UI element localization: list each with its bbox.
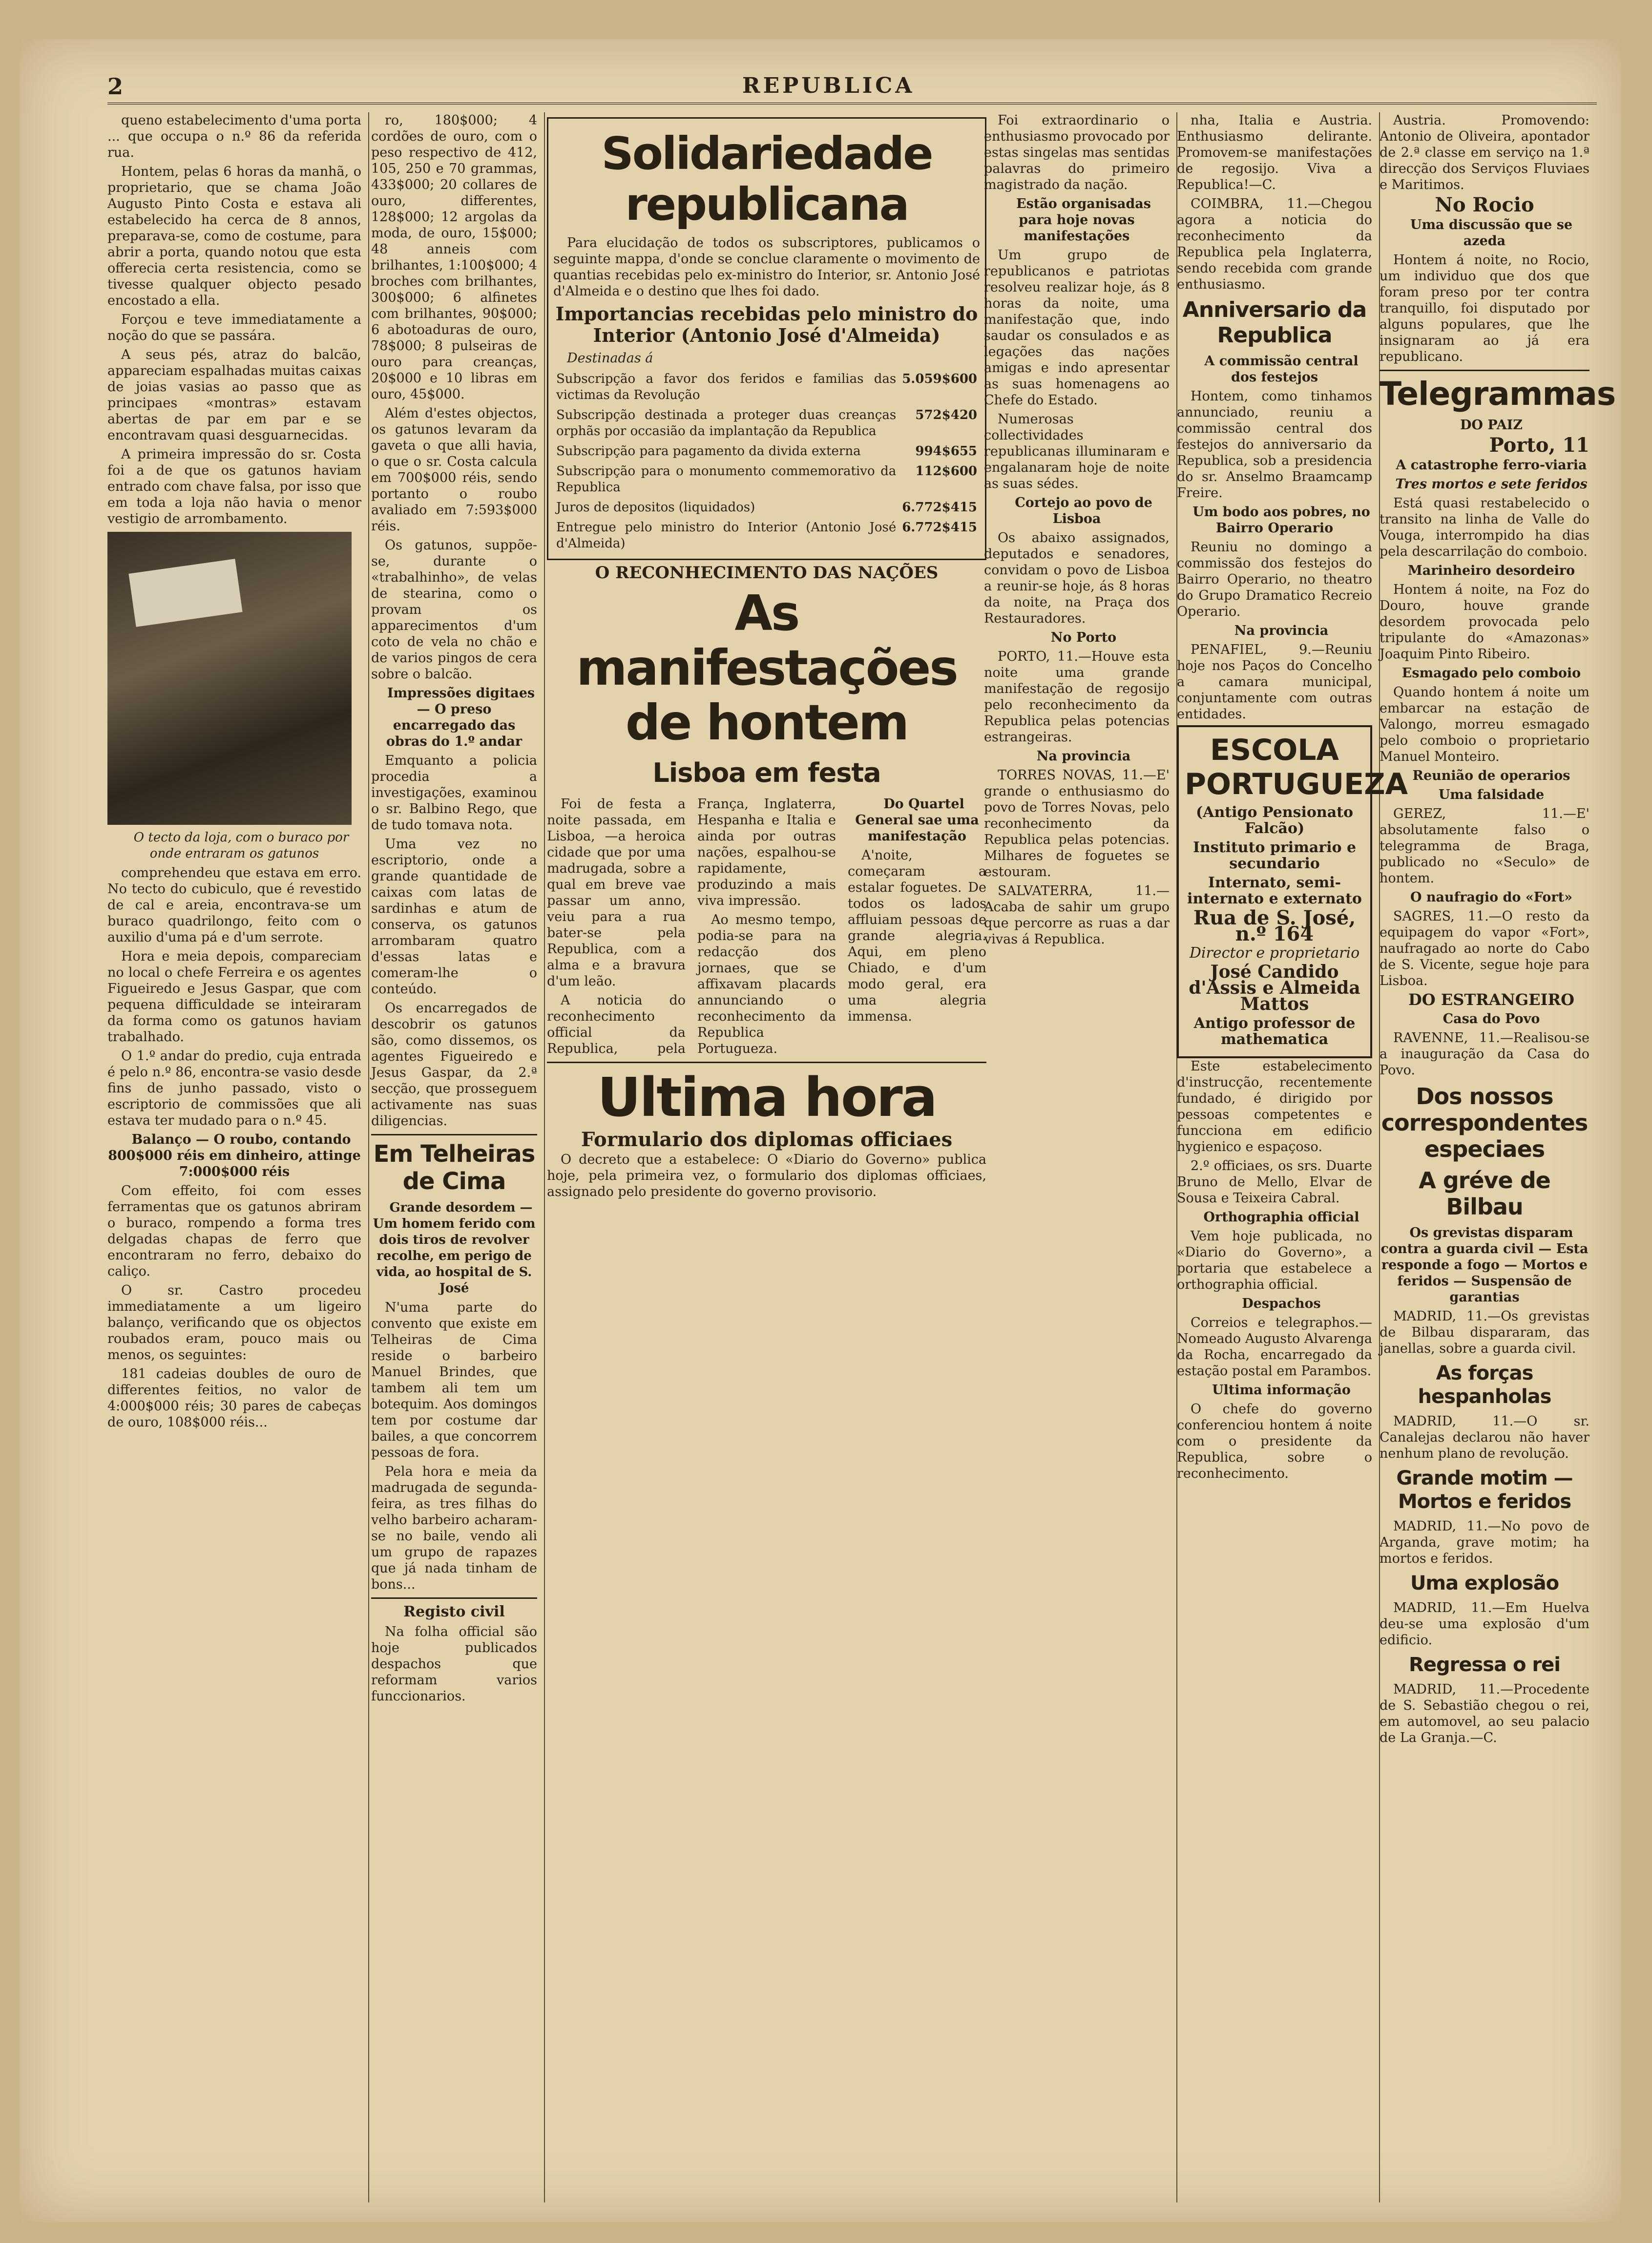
column-5 <box>984 112 1177 2202</box>
article-headline: Em Telheiras de Cima <box>373 1140 535 1195</box>
solidarity-box <box>547 117 986 560</box>
center-block <box>547 112 993 2202</box>
section-heading: Registo civil <box>403 1603 505 1620</box>
section-heading: Uma falsidade <box>1438 787 1545 802</box>
table-cell: Subscripção a favor dos feridos e familias das victimas da Revolução <box>556 372 897 402</box>
article-headline: Grande motim — Mortos e feridos <box>1396 1467 1573 1513</box>
paragraph: Hontem, como tinhamos annunciado, reuniu a commissão central dos festejos do anniversario da Republica, sob a presidencia do sr. Anselmo Braamcamp Freire. <box>1177 389 1372 501</box>
paragraph: Foi extraordinario o enthusiasmo provocado por estas singelas mas sentidas palavras do primeiro magistrado da nação. <box>984 113 1170 192</box>
paragraph: Os gatunos, suppõe-se, durante o «trabalhinho», de velas de stearina, como o provam os apparecimentos d'um coto de vela no chão e de varios pingos de cera sobre o balcão. <box>371 538 537 682</box>
section-heading: Um bodo aos pobres, no Bairro Operario <box>1192 504 1370 536</box>
paragraph: Numerosas collectividades republicanas illuminaram e engalanaram hoje de noite as suas sédes. <box>984 412 1170 491</box>
table-cell: Juros de depositos (liquidados) <box>556 500 755 515</box>
ad-line: Internato, semi-internato e externato <box>1187 874 1362 907</box>
table-cell: 112$600 <box>915 464 977 479</box>
paragraph: queno estabelecimento d'uma porta ... que occupa o n.º 86 da referida rua. <box>107 113 361 160</box>
table-row <box>553 461 980 498</box>
section-heading: No Rocio <box>1435 193 1534 216</box>
paragraph: comprehendeu que estava em erro. No tecto do cubiculo, que é revestido de cal e areia, encontrava-se um buraco quadrilongo, feito com o auxilio d'uma pá e d'um serrote. <box>107 865 361 945</box>
paragraph: nha, Italia e Austria. Enthusiasmo delirante. Promovem-se manifestações de regosijo. Viva a Republica!—C. <box>1177 113 1372 192</box>
masthead <box>107 73 1597 105</box>
table-cell: 5.059$600 <box>902 372 977 386</box>
article-headline: Anniversario da Republica <box>1182 297 1367 348</box>
ad-title: PORTUGUEZA <box>1185 767 1408 801</box>
paragraph: O sr. Castro procedeu immediatamente a um ligeiro balanço, verificando que os objectos roubados eram, pouco mais ou menos, os seguintes: <box>107 1283 361 1363</box>
paragraph: Além d'estes objectos, os gatunos levaram da gaveta o que alli havia, o que o sr. Costa calcula em 700$000 réis, sendo portanto o roubo avaliado em 7:593$000 réis. <box>371 406 537 534</box>
table-cell: 6.772$415 <box>902 500 977 515</box>
paragraph: Pela hora e meia da madrugada de segunda-feira, as tres filhas do velho barbeiro acharam-se no baile, vendo ali um grupo de rapazes que já nada tinham de bons... <box>371 1464 537 1592</box>
article-headline: As manifestações de hontem <box>576 585 957 751</box>
table-row <box>553 369 980 405</box>
newspaper-title: REPUBLICA <box>742 73 915 98</box>
table-cell: Entregue pelo ministro do Interior (Antonio José d'Almeida) <box>556 520 897 551</box>
article-headline: Telegrammas <box>1380 375 1616 413</box>
paragraph: Vem hoje publicada, no «Diario do Governo», a portaria que estabelece a orthographia official. <box>1177 1229 1372 1292</box>
paragraph: A noticia do reconhecimento official da Republica, pela França, Inglaterra, Hespanha e Italia e ainda por outras nações, espalhou-se rapidamente, produzindo a mais viva impressão. <box>547 797 836 1056</box>
paragraph: Quando hontem á noite um embarcar na estação de Valongo, morreu esmagado pelo comboio o proprietario Manuel Monteiro. <box>1380 685 1589 764</box>
divider <box>371 1597 537 1599</box>
paragraph: 2.º officiaes, os srs. Duarte Bruno de Mello, Elvar de Sousa e Teixeira Cabral. <box>1177 1158 1372 1206</box>
table-caption: Destinadas á <box>567 351 653 366</box>
paragraph: Para elucidação de todos os subscriptores, publicamos o seguinte mappa, d'onde se conclue claramente o movimento de quantias recebidas pelo ex-ministro do Interior, sr. Antonio José d'Almeida e o destino que lhes foi dado. <box>553 235 980 299</box>
section-heading: A commissão central dos festejos <box>1204 354 1359 385</box>
paragraph: 181 cadeias doubles de ouro de differentes feitios, no valor de 4:000$000 réis; 30 pares de cabeças de ouro, 108$000 réis... <box>107 1366 361 1430</box>
paragraph: Uma vez no escriptorio, onde a grande quantidade de caixas com latas de sardinhas e atum de conserva, os gatunos arrombaram quatro d'essas latas e comeram-lhe o conteúdo. <box>371 837 537 997</box>
paragraph: Emquanto a policia procedia a investigações, examinou o sr. Balbino Rego, que de tudo tomava nota. <box>371 753 537 833</box>
article-headline: Uma explosão <box>1410 1572 1559 1594</box>
ad-subtitle: (Antigo Pensionato Falcão) <box>1195 804 1354 837</box>
table-cell: 572$420 <box>915 408 977 422</box>
paragraph: O decreto que a estabelece: O «Diario do Governo» publica hoje, pela primeira vez, o formulario dos diplomas officiaes, assignado pelo presidente do governo provisorio. <box>547 1152 986 1199</box>
article-headline: Regressa o rei <box>1409 1654 1560 1676</box>
paragraph: SAGRES, 11.—O resto da equipagem do vapor «Fort», naufragado ao norte do Cabo de S. Vicente, segue hoje para Lisboa. <box>1380 909 1589 988</box>
table-cell: Subscripção para o monumento commemorativo da Republica <box>556 464 897 495</box>
column-6 <box>1177 112 1408 2202</box>
table-title: Importancias recebidas pelo ministro do Interior (Antonio José d'Almeida) <box>555 303 978 346</box>
paragraph: MADRID, 11.—O sr. Canalejas declarou não haver nenhum plano de revolução. <box>1380 1414 1589 1461</box>
section-heading: Cortejo ao povo de Lisboa <box>1015 495 1152 526</box>
column-7 <box>1380 112 1616 2202</box>
paragraph: Correios e telegraphos.—Nomeado Augusto Alvarenga da Rocha, encarregado da estação postal em Parambos. <box>1177 1315 1372 1379</box>
paragraph: COIMBRA, 11.—Chegou agora a noticia do reconhecimento da Republica pela Inglaterra, sendo recebida com grande enthusiasmo. <box>1177 196 1372 292</box>
divider <box>547 1062 986 1063</box>
article-headline: Solidariedade republicana <box>601 127 932 231</box>
paragraph: MADRID, 11.—Em Huelva deu-se uma explosão d'um edificio. <box>1380 1600 1589 1648</box>
table-cell: Subscripção para pagamento da divida externa <box>556 444 861 459</box>
paragraph: Este estabelecimento d'instrucção, recentemente fundado, é dirigido por pessoas competentes e funcciona em edificio hygienico e espaçoso. <box>1177 1059 1372 1154</box>
paragraph: PORTO, 11.—Houve esta noite uma grande manifestação de regosijo pelo reconhecimento da Republica pelas potencias estrangeiras. <box>984 649 1170 745</box>
article-subheadline: Grande desordem — Um homem ferido com dois tiros de revolver recolhe, em perigo de vida, ao hospital de S. José <box>373 1200 536 1296</box>
ad-director-name: José Candido d'Assis e Almeida Mattos <box>1189 962 1360 1014</box>
paragraph: PENAFIEL, 9.—Reuniu hoje nos Paços do Concelho a camara municipal, conjuntamente com outras entidades. <box>1177 642 1372 722</box>
section-heading: Na provincia <box>1234 623 1329 638</box>
table-row <box>553 498 980 518</box>
paragraph: A seus pés, atraz do balcão, appareciam espalhadas muitas caixas de joias vasias ao passo que as principaes «montras» estavam abertas de par em par e se encontravam quasi desguarnecidas. <box>107 347 361 443</box>
paragraph: MADRID, 11.—No povo de Arganda, grave motim; ha mortos e feridos. <box>1380 1519 1589 1566</box>
section-heading: O naufragio do «Fort» <box>1410 890 1572 905</box>
section-subheading: Os grevistas disparam contra a guarda civil — Esta responde a fogo — Mortos e feridos — Suspensão de garantias <box>1380 1225 1589 1305</box>
section-heading: Orthographia official <box>1203 1210 1359 1225</box>
paragraph: Ao mesmo tempo, podia-se para na redacção dos jornaes, que se affixavam placards annunciando o reconhecimento da Republica Portugueza. <box>697 912 836 1056</box>
section-heading: No Porto <box>1050 630 1117 645</box>
article-subheadline: Lisboa em festa <box>652 757 881 788</box>
section-heading: Reunião de operarios <box>1412 768 1570 783</box>
section-subheading: Uma discussão que se azeda <box>1410 217 1573 249</box>
section-subheading: A catastrophe ferro-viaria <box>1396 458 1587 473</box>
paragraph: Austria. Promovendo: Antonio de Oliveira, apontador de 2.ª classe em serviço na 1.ª direcção dos Serviços Fluviaes e Maritimos. <box>1380 113 1589 192</box>
paragraph: GEREZ, 11.—E' absolutamente falso o telegramma de Braga, publicado no «Seculo» de hontem. <box>1380 806 1589 886</box>
photo-caption: O tecto da loja, com o buraco por onde entraram os gatunos <box>133 830 349 861</box>
paragraph: MADRID, 11.—Os grevistas de Bilbau dispararam, das janellas, sobre a guarda civil. <box>1380 1309 1589 1356</box>
paragraph: Os abaixo assignados, deputados e senadores, convidam o povo de Lisboa a reunir-se hoje, ás 8 horas da noite, na Praça dos Restauradores. <box>984 530 1170 626</box>
ad-address: Rua de S. José, n.º 164 <box>1193 906 1356 945</box>
section-heading: Balanço — O roubo, contando 800$000 réis em dinheiro, attinge 7:000$000 réis <box>108 1132 361 1179</box>
section-heading: Marinheiro desordeiro <box>1407 563 1575 578</box>
section-subheading: Casa do Povo <box>1443 1011 1540 1027</box>
paragraph: Forçou e teve immediatamente a noção do que se passára. <box>107 312 361 343</box>
paragraph: Os encarregados de descobrir os gatunos são, como dissemos, os agentes Figueiredo e Jesus Gaspar, da 2.ª secção, que prosseguem activamente nas suas diligencias. <box>371 1001 537 1129</box>
article-subheadline: Formulario dos diplomas officiaes <box>581 1128 953 1151</box>
paragraph: Com effeito, foi com esses ferramentas que os gatunos abriram o buraco, rompendo a forma tres delgadas chapas de ferro que encontraram no ferro, debaixo do caliço. <box>107 1183 361 1279</box>
section-heading: DO ESTRANGEIRO <box>1408 990 1574 1009</box>
paragraph: TORRES NOVAS, 11.—E' grande o enthusiasmo do povo de Torres Novas, pelo reconhecimento da Republica pelas potencias. Milhares de foguetes se estouram. <box>984 768 1170 880</box>
section-heading: Esmagado pelo comboio <box>1401 666 1581 681</box>
ad-line: Instituto primario e secundario <box>1192 839 1357 872</box>
paragraph: Hora e meia depois, compareciam no local o chefe Ferreira e os agentes Figueiredo e Jesus Gaspar, que com pequena difficuldade se inteiraram da forma como os gatunos haviam trabalhado. <box>107 949 361 1045</box>
paragraph: Um grupo de republicanos e patriotas resolveu realizar hoje, ás 8 horas da noite, uma manifestação que, indo saudar os consulados e as legações das nações amigas e indo apresentar as suas homenagens ao Chefe do Estado. <box>984 248 1170 408</box>
paragraph: A primeira impressão do sr. Costa foi a de que os gatunos haviam entrado com chave falsa, por isso que em toda a loja não havia o menor vestigio de arrombamento. <box>107 447 361 526</box>
table-row <box>553 518 980 554</box>
ad-line: Director e proprietario <box>1189 944 1360 962</box>
paragraph: Reuniu no domingo a commissão dos festejos do Bairro Operario, no theatro do Grupo Dramatico Recreio Operario. <box>1177 540 1372 619</box>
section-heading: Despachos <box>1242 1296 1321 1311</box>
column-2 <box>371 112 545 2202</box>
paragraph: SALVATERRA, 11.—Acaba de sahir um grupo que percorre as ruas a dar vivas á Republica. <box>984 883 1170 947</box>
section-kicker: O RECONHECIMENTO DAS NAÇÕES <box>595 563 939 583</box>
paragraph: Hontem á noite, no Rocio, um individuo que dos que foram preso por ter contra tranquillo, foi disputado por alguns populares, que lhe insignaram ao já era republicano. <box>1380 252 1589 364</box>
school-advertisement <box>1177 725 1408 1058</box>
section-heading: Do Quartel General sae uma manifestação <box>855 797 979 844</box>
ad-title: ESCOLA <box>1210 733 1339 767</box>
table-row <box>553 441 980 461</box>
paragraph: Foi de festa a noite passada, em Lisboa, —a heroica cidade que por uma madrugada, sobre a qual em breve vae passar um anno, veiu para a rua bater-se pela Republica, com a alma e a bravura d'um leão. <box>547 797 686 989</box>
ceiling-hole-photo <box>107 532 352 825</box>
article-headline: A gréve de Bilbau <box>1419 1167 1550 1220</box>
section-heading: Estão organisadas para hoje novas manifestações <box>1016 196 1151 244</box>
paragraph: N'uma parte do convento que existe em Telheiras de Cima reside o barbeiro Manuel Brindes, que tambem ali tem um botequim. Aos domingos tem por costume dar bailes, a que concorrem pessoas de fora. <box>371 1300 537 1460</box>
paragraph: Está quasi restabelecido o transito na linha de Valle do Vouga, interrompido ha dias pela descarrilação do comboio. <box>1380 496 1589 559</box>
newspaper-page <box>20 39 1621 2222</box>
paragraph: Na folha official são hoje publicados despachos que reformam varios funccionarios. <box>371 1624 537 1704</box>
paragraph: Hontem á noite, na Foz do Douro, houve grande desordem provocada pelo tripulante do «Amazonas» Joaquim Pinto Ribeiro. <box>1380 582 1589 662</box>
table-cell: 994$655 <box>915 444 977 459</box>
section-heading: Na provincia <box>1036 749 1131 764</box>
paragraph: A'noite, começaram a estalar foguetes. De todos os lados affluiam pessoas de grande alegria. Aqui, em pleno Chiado, e d'um modo geral, era uma alegria immensa. <box>848 848 986 1024</box>
article-headline: Dos nossos correspondentes especiaes <box>1381 1083 1588 1162</box>
article-headline: Ultima hora <box>597 1066 936 1129</box>
ceiling-hole-mark <box>128 559 242 627</box>
receipts-table <box>553 369 980 554</box>
section-heading: Ultima informação <box>1212 1383 1351 1398</box>
article-body <box>547 796 986 1057</box>
divider <box>1380 370 1589 371</box>
page-number: 2 <box>107 73 124 100</box>
table-cell: Subscripção destinada a proteger duas creanças orphãs por occasião da implantação da Republica <box>556 408 897 439</box>
section-heading: Impressões digitaes — O preso encarregado das obras do 1.º andar <box>386 686 535 749</box>
ad-line: Antigo professor de mathematica <box>1193 1015 1356 1048</box>
paragraph: O 1.º andar do predio, cuja entrada é pelo n.º 86, encontra-se vasio desde fins de junho passado, visto o escriptorio de commissões que ali estava ter mudado para o n.º 45. <box>107 1048 361 1128</box>
column-1 <box>107 112 369 2202</box>
section-subheading: Tres mortos e sete feridos <box>1395 477 1588 492</box>
paragraph: RAVENNE, 11.—Realisou-se a inauguração da Casa do Povo. <box>1380 1030 1589 1078</box>
section-heading: Porto, 11 <box>1489 434 1589 457</box>
paragraph: Hontem, pelas 6 horas da manhã, o proprietario, que se chama João Augusto Pinto Costa e estava ali estabelecido ha cerca de 8 annos, preparava-se, como de costume, para abrir a porta, quando notou que esta offerecia certa resistencia, como se tivesse qualquer objecto pesado encostado a ella. <box>107 164 361 308</box>
divider <box>371 1134 537 1135</box>
table-cell: 6.772$415 <box>902 520 977 535</box>
article-headline: As forças hespanholas <box>1418 1362 1551 1408</box>
paragraph: MADRID, 11.—Procedente de S. Sebastião chegou o rei, em automovel, ao seu palacio de La Granja.—C. <box>1380 1682 1589 1745</box>
section-subheading: DO PAIZ <box>1460 418 1523 433</box>
table-row <box>553 405 980 441</box>
paragraph: ro, 180$000; 4 cordões de ouro, com o peso respectivo de 412, 105, 250 e 70 grammas, 433$000; 20 collares de ouro, differentes, 128$000; 12 argolas da moda, de ouro, 15$000; 48 anneis com brilhantes, 1:100$000; 4 broches com brilhantes, 300$000; 6 alfinetes com brilhantes, 90$000; 6 abotoaduras de ouro, 78$000; 8 pulseiras de ouro para creanças, 20$000 e 10 libras em ouro, 45$000. <box>371 113 537 402</box>
paragraph: O chefe do governo conferenciou hontem á noite com o presidente da Republica, sobre o reconhecimento. <box>1177 1402 1372 1481</box>
